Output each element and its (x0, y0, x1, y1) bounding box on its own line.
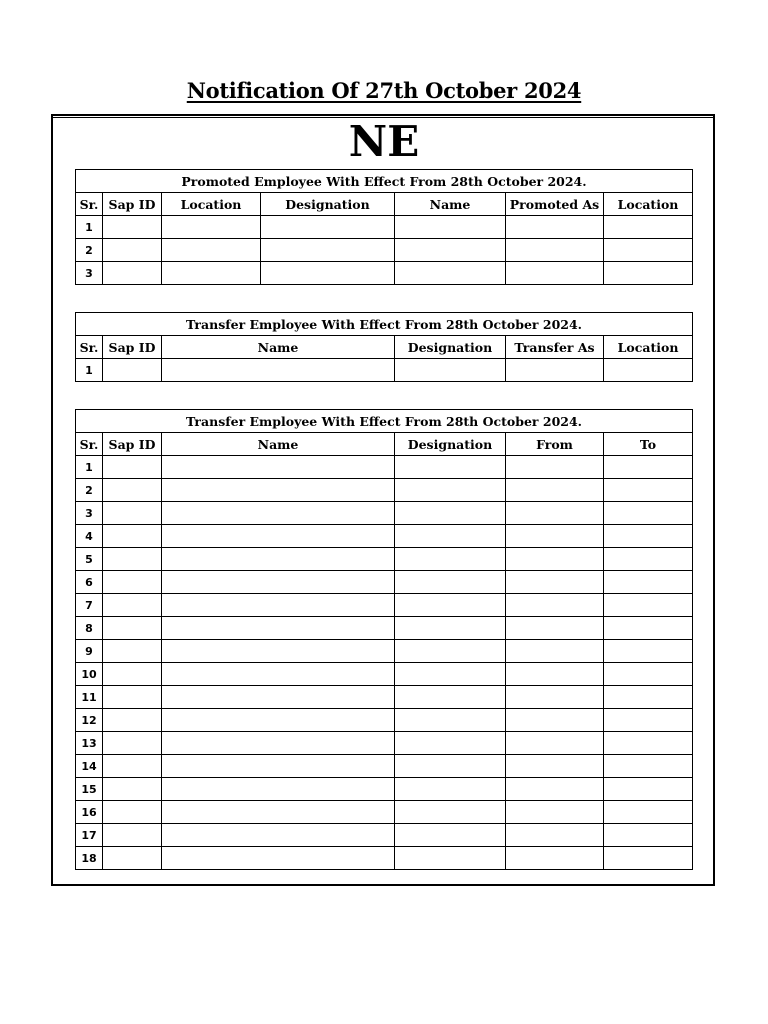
empty-cell (103, 801, 162, 824)
empty-cell (103, 359, 162, 382)
empty-cell (162, 801, 395, 824)
row-number: 15 (76, 778, 103, 801)
empty-cell (103, 640, 162, 663)
empty-cell (506, 824, 604, 847)
empty-cell (103, 262, 162, 285)
table-row (76, 479, 693, 502)
empty-cell (162, 686, 395, 709)
empty-cell (103, 456, 162, 479)
empty-cell (395, 732, 506, 755)
empty-cell (395, 525, 506, 548)
table-row (76, 548, 693, 571)
column-header-sr: Sr. (76, 336, 103, 359)
empty-cell (395, 709, 506, 732)
empty-cell (604, 755, 693, 778)
empty-cell (103, 824, 162, 847)
empty-cell (162, 571, 395, 594)
empty-cell (103, 778, 162, 801)
row-number: 14 (76, 755, 103, 778)
empty-cell (395, 479, 506, 502)
empty-cell (162, 456, 395, 479)
empty-cell (604, 262, 693, 285)
empty-cell (395, 824, 506, 847)
empty-cell (103, 548, 162, 571)
empty-cell (162, 525, 395, 548)
empty-cell (604, 479, 693, 502)
column-header-sap-id: Sap ID (103, 433, 162, 456)
column-header-name: Name (162, 433, 395, 456)
row-number: 7 (76, 594, 103, 617)
empty-cell (162, 847, 395, 870)
row-number: 3 (76, 262, 103, 285)
table-caption: Transfer Employee With Effect From 28th October 2024. (76, 410, 693, 433)
empty-cell (506, 847, 604, 870)
column-header-name: Name (395, 193, 506, 216)
promoted-employee-table (75, 169, 693, 285)
empty-cell (162, 640, 395, 663)
row-number: 3 (76, 502, 103, 525)
row-number: 4 (76, 525, 103, 548)
empty-cell (506, 686, 604, 709)
empty-cell (506, 663, 604, 686)
empty-cell (395, 359, 506, 382)
table-row (76, 686, 693, 709)
empty-cell (395, 571, 506, 594)
empty-cell (604, 502, 693, 525)
empty-cell (506, 709, 604, 732)
empty-cell (604, 571, 693, 594)
empty-cell (604, 709, 693, 732)
row-number: 16 (76, 801, 103, 824)
empty-cell (103, 709, 162, 732)
table-row (76, 594, 693, 617)
table-row (76, 640, 693, 663)
page-title: Notification Of 27th October 2024 (186, 78, 582, 103)
empty-cell (506, 755, 604, 778)
table-row (76, 456, 693, 479)
column-header-sr: Sr. (76, 193, 103, 216)
row-number: 18 (76, 847, 103, 870)
table-row (76, 502, 693, 525)
table-row (76, 525, 693, 548)
empty-cell (506, 617, 604, 640)
empty-cell (506, 594, 604, 617)
empty-cell (162, 479, 395, 502)
table-row (76, 778, 693, 801)
empty-cell (395, 502, 506, 525)
empty-cell (162, 732, 395, 755)
column-header-sr: Sr. (76, 433, 103, 456)
empty-cell (162, 216, 261, 239)
empty-cell (506, 732, 604, 755)
zone-heading: NE (348, 117, 420, 166)
transfer-employee-table-2 (75, 409, 693, 870)
row-number: 2 (76, 479, 103, 502)
row-number: 9 (76, 640, 103, 663)
empty-cell (506, 359, 604, 382)
empty-cell (395, 755, 506, 778)
column-header-promoted-as: Promoted As (506, 193, 604, 216)
table-row (76, 216, 693, 239)
empty-cell (604, 456, 693, 479)
empty-cell (162, 617, 395, 640)
transfer-employee-table-1 (75, 312, 693, 382)
empty-cell (395, 640, 506, 663)
empty-cell (103, 617, 162, 640)
empty-cell (162, 709, 395, 732)
row-number: 11 (76, 686, 103, 709)
column-header-sap-id: Sap ID (103, 336, 162, 359)
row-number: 8 (76, 617, 103, 640)
empty-cell (103, 847, 162, 870)
empty-cell (103, 571, 162, 594)
empty-cell (261, 216, 395, 239)
empty-cell (103, 663, 162, 686)
table-row (76, 239, 693, 262)
empty-cell (604, 239, 693, 262)
empty-cell (506, 456, 604, 479)
empty-cell (103, 479, 162, 502)
row-number: 1 (76, 359, 103, 382)
empty-cell (604, 801, 693, 824)
column-header-location: Location (162, 193, 261, 216)
table-row (76, 617, 693, 640)
empty-cell (395, 239, 506, 262)
empty-cell (506, 548, 604, 571)
empty-cell (395, 663, 506, 686)
empty-cell (506, 502, 604, 525)
empty-cell (604, 824, 693, 847)
table-caption: Promoted Employee With Effect From 28th October 2024. (76, 170, 693, 193)
empty-cell (162, 755, 395, 778)
empty-cell (162, 359, 395, 382)
empty-cell (395, 456, 506, 479)
empty-cell (103, 502, 162, 525)
column-header-designation: Designation (395, 433, 506, 456)
empty-cell (604, 617, 693, 640)
empty-cell (506, 801, 604, 824)
empty-cell (395, 847, 506, 870)
empty-cell (103, 216, 162, 239)
empty-cell (506, 571, 604, 594)
empty-cell (103, 686, 162, 709)
empty-cell (604, 359, 693, 382)
column-header-from: From (506, 433, 604, 456)
column-header-sap-id: Sap ID (103, 193, 162, 216)
empty-cell (604, 663, 693, 686)
empty-cell (162, 548, 395, 571)
empty-cell (604, 548, 693, 571)
row-number: 13 (76, 732, 103, 755)
empty-cell (604, 778, 693, 801)
empty-cell (162, 778, 395, 801)
empty-cell (395, 801, 506, 824)
table-row (76, 709, 693, 732)
empty-cell (395, 216, 506, 239)
empty-cell (506, 239, 604, 262)
empty-cell (103, 525, 162, 548)
row-number: 2 (76, 239, 103, 262)
row-number: 1 (76, 216, 103, 239)
empty-cell (506, 525, 604, 548)
empty-cell (103, 732, 162, 755)
column-header-location: Location (604, 336, 693, 359)
column-header-to: To (604, 433, 693, 456)
table-row (76, 732, 693, 755)
row-number: 17 (76, 824, 103, 847)
empty-cell (506, 640, 604, 663)
empty-cell (162, 262, 261, 285)
empty-cell (395, 617, 506, 640)
empty-cell (261, 239, 395, 262)
table-row (76, 824, 693, 847)
table-row (76, 571, 693, 594)
column-header-designation: Designation (395, 336, 506, 359)
empty-cell (103, 239, 162, 262)
column-header-name: Name (162, 336, 395, 359)
row-number: 10 (76, 663, 103, 686)
row-number: 5 (76, 548, 103, 571)
empty-cell (162, 824, 395, 847)
empty-cell (604, 525, 693, 548)
empty-cell (162, 594, 395, 617)
empty-cell (604, 594, 693, 617)
empty-cell (604, 847, 693, 870)
empty-cell (261, 262, 395, 285)
row-number: 12 (76, 709, 103, 732)
column-header-new-location: Location (604, 193, 693, 216)
table-caption: Transfer Employee With Effect From 28th October 2024. (76, 313, 693, 336)
column-header-transfer-as: Transfer As (506, 336, 604, 359)
column-header-designation: Designation (261, 193, 395, 216)
empty-cell (604, 686, 693, 709)
empty-cell (604, 732, 693, 755)
table-row (76, 847, 693, 870)
empty-cell (395, 262, 506, 285)
empty-cell (103, 594, 162, 617)
row-number: 1 (76, 456, 103, 479)
empty-cell (506, 262, 604, 285)
empty-cell (604, 640, 693, 663)
empty-cell (395, 548, 506, 571)
empty-cell (604, 216, 693, 239)
table-row (76, 801, 693, 824)
empty-cell (395, 594, 506, 617)
empty-cell (506, 216, 604, 239)
table-row (76, 663, 693, 686)
table-row (76, 262, 693, 285)
table-row (76, 359, 693, 382)
empty-cell (162, 239, 261, 262)
row-number: 6 (76, 571, 103, 594)
empty-cell (103, 755, 162, 778)
empty-cell (162, 663, 395, 686)
table-row (76, 755, 693, 778)
empty-cell (395, 686, 506, 709)
empty-cell (162, 502, 395, 525)
empty-cell (395, 778, 506, 801)
empty-cell (506, 479, 604, 502)
empty-cell (506, 778, 604, 801)
